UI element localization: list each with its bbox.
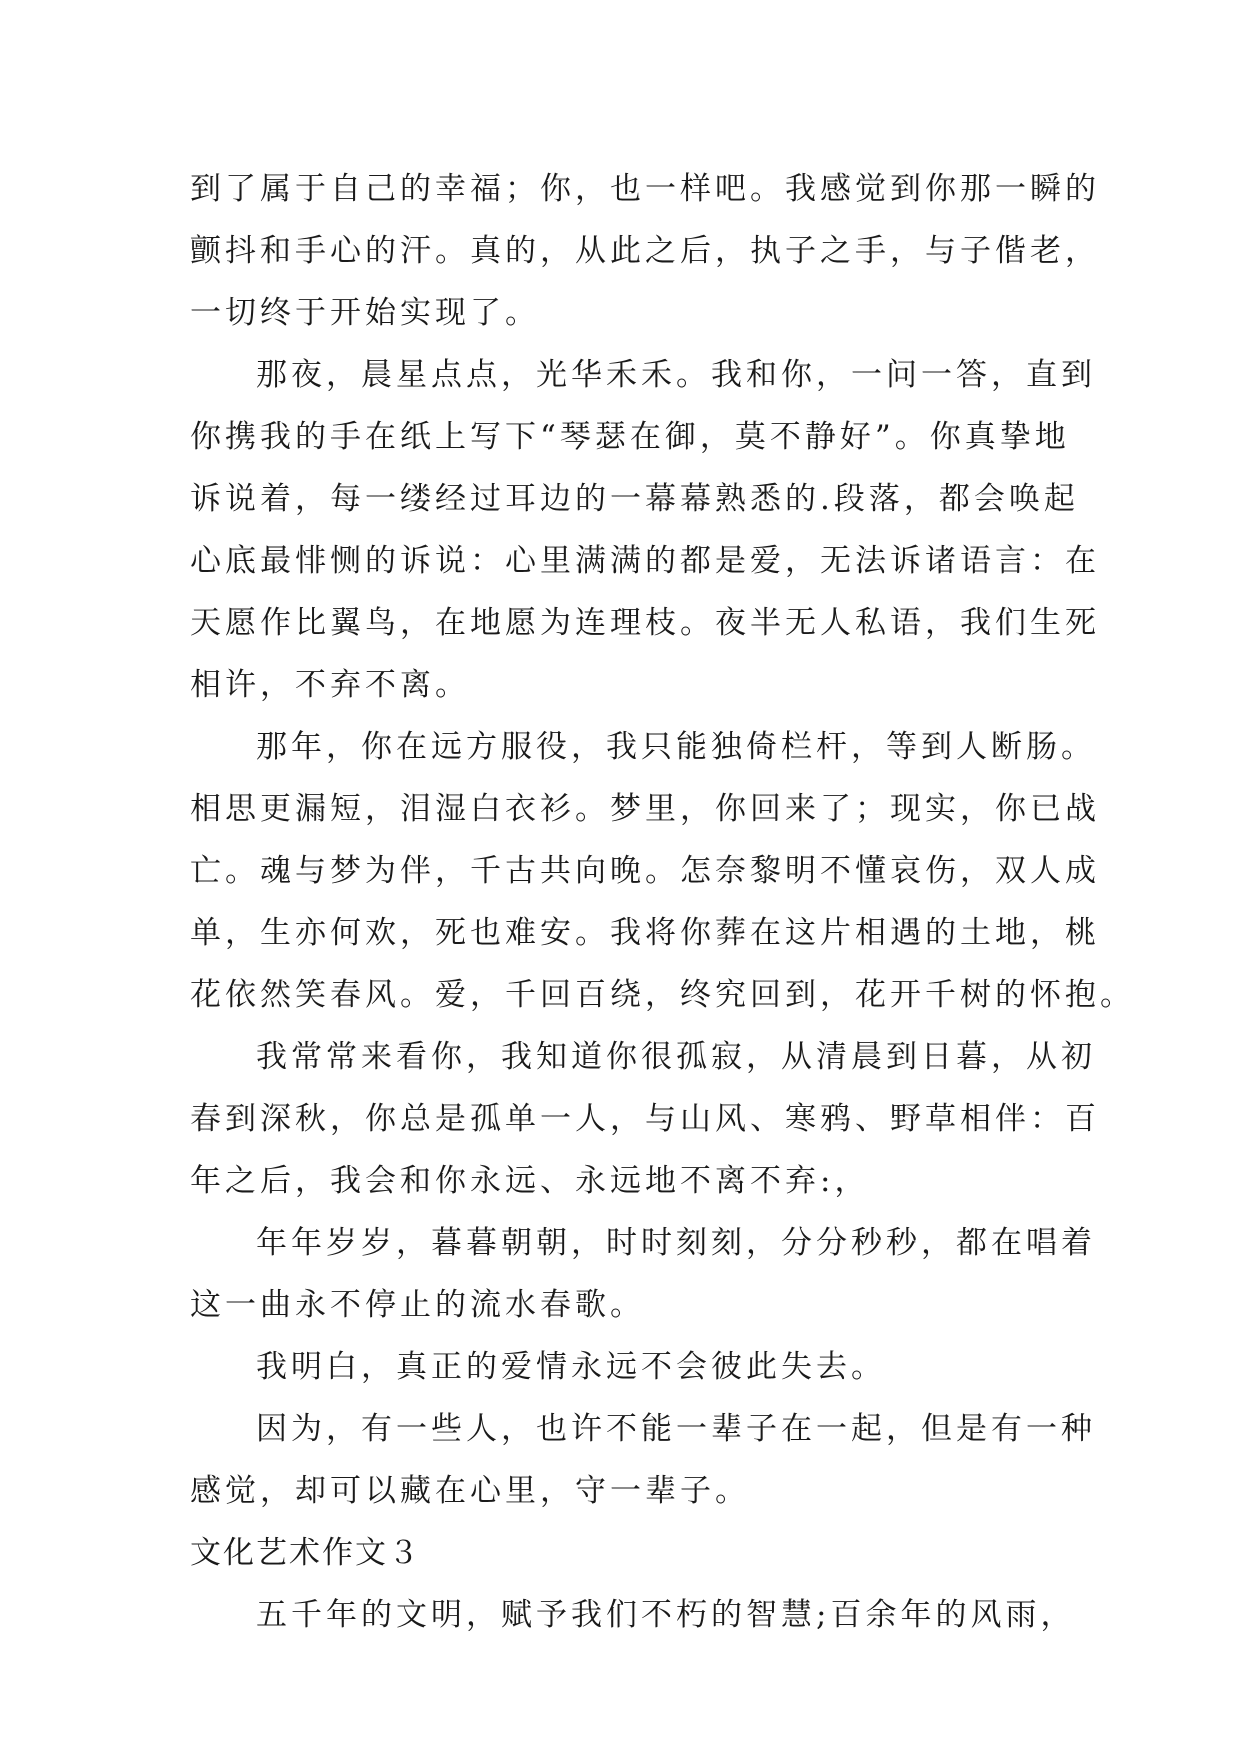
text-line: 颤抖和手心的汗。真的，从此之后，执子之手，与子偕老，	[190, 233, 1100, 269]
paragraph-first-line: 因为，有一些人，也许不能一辈子在一起，但是有一种	[256, 1411, 1096, 1447]
text-line: 单，生亦何欢，死也难安。我将你葬在这片相遇的土地，桃	[190, 915, 1100, 951]
text-line: 这一曲永不停止的流水春歌。	[190, 1287, 645, 1323]
text-line: 相许，不弃不离。	[190, 667, 470, 703]
text-line: 感觉，却可以藏在心里，守一辈子。	[190, 1473, 750, 1509]
document-body	[190, 158, 1135, 1646]
text-line: 你携我的手在纸上写下“琴瑟在御，莫不静好”。你真挚地	[190, 419, 1070, 455]
text-line: 亡。魂与梦为伴，千古共向晚。怎奈黎明不懂哀伤，双人成	[190, 853, 1100, 889]
paragraph-first-line: 年年岁岁，暮暮朝朝，时时刻刻，分分秒秒，都在唱着	[256, 1225, 1096, 1261]
paragraph-first-line: 那夜，晨星点点，光华禾禾。我和你，一问一答，直到	[256, 357, 1096, 393]
text-line: 春到深秋，你总是孤单一人，与山风、寒鸦、野草相伴：百	[190, 1101, 1100, 1137]
section-heading: 文化艺术作文３	[190, 1535, 421, 1571]
text-line: 相思更漏短，泪湿白衣衫。梦里，你回来了；现实，你已战	[190, 791, 1100, 827]
paragraph-first-line: 那年，你在远方服役，我只能独倚栏杆，等到人断肠。	[256, 729, 1096, 765]
text-line: 一切终于开始实现了。	[190, 295, 540, 331]
text-line: 花依然笑春风。爱，千回百绕，终究回到，花开千树的怀抱。	[190, 977, 1135, 1013]
text-line: 到了属于自己的幸福；你，也一样吧。我感觉到你那一瞬的	[190, 171, 1100, 207]
text-line: 诉说着，每一缕经过耳边的一幕幕熟悉的.段落，都会唤起	[190, 481, 1079, 517]
text-line: 心底最悱恻的诉说：心里满满的都是爱，无法诉诸语言：在	[190, 543, 1100, 579]
paragraph-first-line: 我常常来看你，我知道你很孤寂，从清晨到日暮，从初	[256, 1039, 1096, 1075]
text-line: 年之后，我会和你永远、永远地不离不弃:，	[190, 1163, 870, 1199]
paragraph-first-line: 我明白，真正的爱情永远不会彼此失去。	[256, 1349, 886, 1385]
text-line: 天愿作比翼鸟，在地愿为连理枝。夜半无人私语，我们生死	[190, 605, 1100, 641]
paragraph-first-line: 五千年的文明，赋予我们不朽的智慧;百余年的风雨，	[256, 1597, 1076, 1633]
